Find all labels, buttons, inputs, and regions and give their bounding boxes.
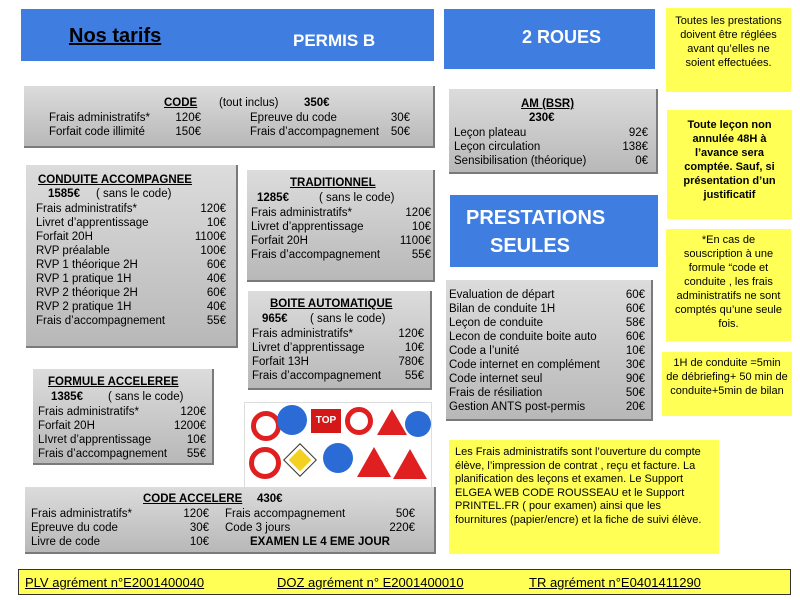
am-row-value: 0€: [635, 155, 648, 167]
prestation-row-value: 30€: [625, 359, 645, 371]
code-row-label: Frais administratifs*: [49, 112, 150, 124]
prestation-row-label: Frais de résiliation: [449, 387, 543, 399]
prestation-row-value: 60€: [625, 289, 645, 301]
code-accelere-box: [25, 487, 436, 554]
price-row: [36, 286, 226, 300]
am-row-label: Leçon circulation: [454, 141, 541, 153]
prestation-row-value: 20€: [625, 401, 645, 413]
price-row-label: Frais administratifs*: [251, 207, 352, 219]
code-accelere-row-label: Frais administratifs*: [31, 508, 132, 520]
price-row: [251, 234, 431, 248]
price-row-value: 55€: [206, 315, 226, 327]
price-row-value: 120€: [200, 203, 226, 215]
price-row-label: Forfait 20H: [36, 231, 93, 243]
price-row: [36, 202, 226, 216]
prestation-row-value: 10€: [625, 345, 645, 357]
code-title: CODE: [164, 97, 198, 109]
price-row-label: Frais d’accompagnement: [38, 448, 168, 460]
code-price: 350€: [304, 97, 330, 109]
price-row-label: RVP 2 théorique 2H: [36, 287, 138, 299]
boite-automatique-box: [248, 291, 432, 390]
price-row-label: Frais administratifs*: [252, 328, 353, 340]
prestation-row: [449, 372, 645, 386]
am-row: [454, 126, 648, 140]
price-row: [252, 327, 424, 341]
price-row-label: RVP préalable: [36, 245, 110, 257]
formule-acceleree-title: FORMULE ACCELEREE: [48, 376, 179, 388]
price-row-value: 10€: [411, 221, 431, 233]
price-row-label: LIvret d’apprentissage: [38, 434, 152, 446]
prestation-row: [449, 330, 645, 344]
code-row-value: 30€: [390, 112, 410, 124]
code-accelere-title: CODE ACCELERE: [143, 493, 243, 505]
price-row-label: Forfait 20H: [251, 235, 308, 247]
price-row-label: Frais administratifs*: [38, 406, 139, 418]
conduite-accompagnee-title: CONDUITE ACCOMPAGNEE: [38, 174, 192, 186]
code-row-value: 150€: [175, 126, 201, 138]
prestations-title-line2: SEULES: [490, 235, 571, 257]
am-row-label: Sensibilisation (théorique): [454, 155, 587, 167]
permis-b-title: PERMIS B: [293, 31, 376, 50]
am-row-value: 138€: [622, 141, 648, 153]
conduite-accompagnee-note: ( sans le code): [96, 188, 172, 200]
note-debriefing-text: 1H de conduite =5min de débriefing+ 50 min de conduite+5min de bilan: [666, 357, 788, 397]
price-row-value: 780€: [398, 356, 424, 368]
price-row-value: 40€: [206, 273, 226, 285]
code-accelere-row: [225, 521, 415, 535]
prestation-row-label: Code a l’unité: [449, 345, 520, 357]
formule-acceleree-note: ( sans le code): [108, 391, 184, 403]
prestation-row: [449, 302, 645, 316]
sign-yellow-diamond: [284, 444, 315, 475]
code-accelere-row-label: Livre de code: [31, 536, 101, 548]
price-row-value: 120€: [180, 406, 206, 418]
price-row: [36, 258, 226, 272]
code-accelere-right-list: [225, 507, 415, 535]
am-bsr-price: 230€: [529, 112, 555, 124]
am-row-label: Leçon plateau: [454, 127, 527, 139]
code-accelere-row: [31, 507, 209, 521]
prestation-row-value: 90€: [625, 373, 645, 385]
code-accelere-row-label: Frais accompagnement: [225, 508, 346, 520]
price-row-value: 120€: [398, 328, 424, 340]
conduite-accompagnee-price: 1585€: [48, 188, 80, 200]
price-row-label: RVP 1 pratique 1H: [36, 273, 132, 285]
prestation-row-label: Evaluation de départ: [449, 289, 555, 301]
prestations-title-line1: PRESTATIONS: [466, 207, 606, 229]
prestation-row-label: Gestion ANTS post-permis: [449, 401, 586, 413]
code-row-label: Forfait code illimité: [49, 126, 145, 138]
prestation-row: [449, 386, 645, 400]
note-annulee-text: Toute leçon non annulée 48H à l’avance sera comptée. Sauf, si présentation d’un justificatif: [683, 119, 776, 201]
price-row-label: Frais d’accompagnement: [251, 249, 381, 261]
prestations-seules-list: [449, 288, 645, 414]
price-row: [252, 369, 424, 383]
price-row: [38, 447, 206, 461]
price-row: [36, 216, 226, 230]
price-row-value: 1100€: [194, 231, 226, 243]
price-row: [38, 419, 206, 433]
am-bsr-title: AM (BSR): [521, 98, 575, 110]
code-row-label: Frais d’accompagnement: [250, 126, 380, 138]
footer-plv: PLV agrément n°E2001400040: [25, 575, 205, 590]
traditionnel-price: 1285€: [257, 192, 289, 204]
note-frais-admin: [449, 440, 719, 554]
sign-triangle-3: [393, 449, 427, 479]
code-accelere-row-value: 30€: [189, 522, 209, 534]
price-row: [36, 300, 226, 314]
note-souscription: [666, 229, 791, 341]
traditionnel-note: ( sans le code): [319, 192, 395, 204]
price-row: [251, 248, 431, 262]
price-row: [252, 355, 424, 369]
code-row: [49, 125, 201, 139]
footer-doz: DOZ agrément n° E2001400010: [277, 575, 464, 590]
deux-roues-title: 2 ROUES: [522, 27, 602, 47]
prestation-row-label: Code internet en complément: [449, 359, 600, 371]
prestation-row-label: Lecon de conduite boite auto: [449, 331, 597, 343]
code-row: [49, 111, 201, 125]
code-accelere-row-value: 220€: [389, 522, 415, 534]
note-reglees: [666, 8, 791, 92]
price-row-value: 10€: [404, 342, 424, 354]
note-debriefing: [662, 352, 792, 416]
price-row-value: 1100€: [399, 235, 431, 247]
traditionnel-list: [251, 206, 431, 262]
am-row: [454, 154, 648, 168]
price-row: [36, 272, 226, 286]
price-row: [251, 206, 431, 220]
prestation-row-value: 60€: [625, 331, 645, 343]
sign-red-circle-3: [249, 447, 281, 479]
price-row-label: Livret d’apprentissage: [252, 342, 365, 354]
deux-roues-banner: [444, 9, 655, 69]
price-row-label: Frais d’accompagnement: [36, 315, 166, 327]
prestation-row-value: 50€: [625, 387, 645, 399]
price-row-label: Frais administratifs*: [36, 203, 137, 215]
code-row-value: 120€: [175, 112, 201, 124]
price-row: [252, 341, 424, 355]
price-row: [251, 220, 431, 234]
sign-triangle-2: [357, 447, 391, 477]
code-accelere-row-label: Epreuve du code: [31, 522, 118, 534]
page-title: Nos tarifs: [69, 25, 162, 47]
code-accelere-row-value: 50€: [395, 508, 415, 520]
price-row: [38, 405, 206, 419]
code-right-list: [250, 111, 410, 139]
price-row-value: 55€: [404, 370, 424, 382]
formule-acceleree-list: [38, 405, 206, 461]
formule-acceleree-price: 1385€: [51, 391, 83, 403]
traditionnel-title: TRADITIONNEL: [290, 177, 376, 189]
note-reglees-text: Toutes les prestations doivent être réglées avant qu’elles ne soient effectuées.: [675, 15, 782, 69]
price-row-label: Livret d’apprentissage: [251, 221, 364, 233]
code-accelere-row-value: 10€: [189, 536, 209, 548]
price-row-label: RVP 2 pratique 1H: [36, 301, 132, 313]
price-row-value: 10€: [186, 434, 206, 446]
price-row-value: 55€: [411, 249, 431, 261]
code-accelere-exam: EXAMEN LE 4 EME JOUR: [250, 536, 390, 548]
am-row-value: 92€: [628, 127, 648, 139]
code-accelere-row: [31, 521, 209, 535]
note-annulee: [667, 110, 792, 219]
am-row: [454, 140, 648, 154]
price-row: [36, 314, 226, 328]
price-row-value: 120€: [405, 207, 431, 219]
road-signs-image: [244, 402, 432, 488]
price-row-value: 40€: [206, 301, 226, 313]
header-banner: [21, 9, 434, 61]
note-souscription-text: *En cas de souscription à une formule “code et conduite , les frais administratifs ne sont comptés qu’une seule fois.: [674, 234, 782, 330]
code-box: [24, 86, 435, 148]
prestation-row-label: Bilan de conduite 1H: [449, 303, 556, 315]
note-frais-admin-text: Les Frais administratifs sont l’ouverture du compte élève, l’impression de contrat , reçu et facture. La planification des leçons et examen. Le Support ELGEA WEB CODE ROUSSEAU et le Support PRINTEL.FR ( pour examen) ainsi que les fournitures (papier/encre) et la fiche de suivi élève.: [455, 446, 702, 526]
sign-triangle-1: [377, 409, 407, 435]
footer-agrements: [18, 569, 791, 595]
sign-blue-circle-2: [405, 411, 431, 437]
prestation-row: [449, 316, 645, 330]
conduite-accompagnee-list: [36, 202, 226, 328]
price-row-value: 55€: [186, 448, 206, 460]
am-bsr-list: [454, 126, 648, 168]
code-tout-inclus: (tout inclus): [219, 97, 279, 109]
code-row: [250, 125, 410, 139]
sign-blue-circle-3: [323, 443, 353, 473]
price-row-label: Livret d’apprentissage: [36, 217, 149, 229]
code-row: [250, 111, 410, 125]
code-accelere-row-label: Code 3 jours: [225, 522, 291, 534]
code-accelere-row: [225, 507, 415, 521]
am-bsr-box: [449, 89, 658, 174]
boite-automatique-price: 965€: [262, 313, 288, 325]
prestations-seules-box: [446, 280, 653, 421]
prestations-seules-banner: [450, 195, 658, 267]
prestation-row-value: 58€: [625, 317, 645, 329]
price-row: [38, 433, 206, 447]
price-row-label: Forfait 20H: [38, 420, 95, 432]
footer-tr: TR agrément n°E0401411290: [529, 575, 701, 590]
price-row-value: 100€: [200, 245, 226, 257]
price-row-label: Frais d’accompagnement: [252, 370, 382, 382]
boite-automatique-note: ( sans le code): [310, 313, 386, 325]
prestation-row: [449, 400, 645, 414]
code-row-value: 50€: [390, 126, 410, 138]
sign-stop: TOP: [311, 409, 341, 433]
code-accelere-row-value: 120€: [183, 508, 209, 520]
formule-acceleree-box: [33, 369, 214, 465]
price-row-label: Forfait 13H: [252, 356, 309, 368]
price-row-label: RVP 1 théorique 2H: [36, 259, 138, 271]
price-row-value: 10€: [206, 217, 226, 229]
prestation-row: [449, 344, 645, 358]
sign-red-circle-2: [345, 407, 373, 435]
code-accelere-row: [31, 535, 209, 549]
price-row-value: 60€: [206, 287, 226, 299]
traditionnel-box: [247, 170, 435, 282]
boite-automatique-list: [252, 327, 424, 383]
prestation-row: [449, 358, 645, 372]
price-row-value: 60€: [206, 259, 226, 271]
code-row-label: Epreuve du code: [250, 112, 337, 124]
conduite-accompagnee-box: [26, 165, 238, 348]
price-row: [36, 244, 226, 258]
code-accelere-left-list: [31, 507, 209, 549]
sign-blue-circle-1: [277, 405, 307, 435]
price-row: [36, 230, 226, 244]
prestation-row-value: 60€: [625, 303, 645, 315]
prestation-row-label: Leçon de conduite: [449, 317, 543, 329]
boite-automatique-title: BOITE AUTOMATIQUE: [270, 298, 393, 310]
prestation-row-label: Code internet seul: [449, 373, 543, 385]
price-row-value: 1200€: [174, 420, 206, 432]
code-left-list: [49, 111, 201, 139]
prestation-row: [449, 288, 645, 302]
code-accelere-price: 430€: [257, 493, 283, 505]
